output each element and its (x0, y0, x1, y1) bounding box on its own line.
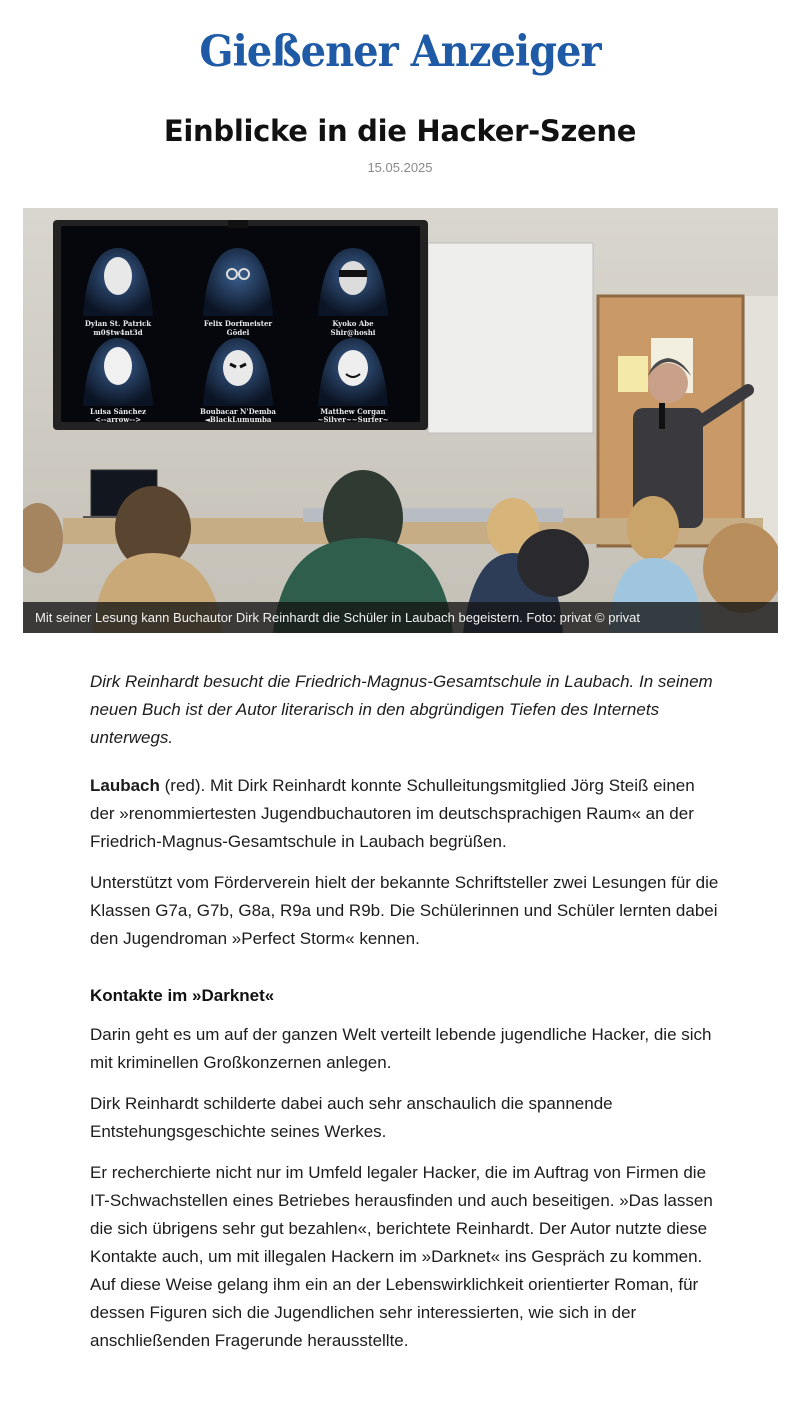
tv-name-3: Kyoko Abe (332, 319, 374, 328)
tv-name-1: Dylan St. Patrick (84, 319, 152, 328)
publish-date: 15.05.2025 (367, 160, 433, 175)
article-subheading: Kontakte im »Darknet« (90, 986, 275, 1005)
tv-name-4: Luisa Sánchez (89, 407, 147, 416)
article-teaser: Dirk Reinhardt besucht die Friedrich-Magnus-Gesamtschule in Laubach. In seinem neuen Buch ist der Autor literarisch in den abgründigen Tiefen des Internets unterwegs. (90, 672, 713, 747)
tv-handle-4: <--arrow--> (95, 415, 141, 424)
article-body (90, 668, 720, 1368)
tv-handle-1: m0$tw4nt3d (93, 328, 143, 337)
tv-handle-6: ~Silver~~Surfer~ (317, 415, 389, 424)
paragraph-3: Darin geht es um auf der ganzen Welt verteilt lebende jugendliche Hacker, die sich mit kriminellen Großkonzernen anlegen. (90, 1025, 712, 1072)
classroom-photo-illustration (23, 208, 778, 633)
paragraph-4: Dirk Reinhardt schilderte dabei auch sehr anschaulich die spannende Entstehungsgeschichte seines Werkes. (90, 1094, 613, 1141)
paragraph-1 (90, 772, 720, 856)
photo-caption: Mit seiner Lesung kann Buchautor Dirk Reinhardt die Schüler in Laubach begeistern. Foto: privat © privat (23, 602, 778, 633)
masthead (0, 28, 800, 75)
article-title: Einblicke in die Hacker-Szene (163, 114, 637, 148)
tv-name-6: Matthew Corgan (320, 407, 386, 416)
article-photo[interactable] (23, 208, 778, 633)
tv-name-5: Boubacar N'Demba (200, 407, 276, 416)
tv-handle-3: Shir@hoshi (330, 328, 376, 337)
paragraph-2: Unterstützt vom Förderverein hielt der bekannte Schriftsteller zwei Lesungen für die Klassen G7a, G7b, G8a, R9a und R9b. Die Schülerinnen und Schüler lernten dabei den Jugendroman »Perfect Storm« kennen. (90, 873, 719, 948)
paragraph-5: Er recherchierte nicht nur im Umfeld legaler Hacker, die im Auftrag von Firmen die IT-Schwachstellen eines Betriebes herausfinden und auch beseitigen. »Das lassen die sich übrigens sehr gut bezahlen«, berichtete Reinhardt. Der Autor nutzte diese Kontakte auch, um mit illegalen Hackern im »Darknet« ins Gespräch zu kommen. Auf diese Weise gelang ihm ein an der Lebenswirklichkeit orientierter Roman, für dessen Figuren sich die Jugendlichen sehr interessierten, wie sich in der anschließenden Fragerunde herausstellte. (90, 1163, 713, 1350)
tv-handle-5: ◄BlackLumumba (204, 415, 272, 424)
tv-name-2: Felix Dorfmeister (203, 319, 273, 328)
newspaper-logo[interactable]: Gießener Anzeiger (199, 26, 601, 77)
dateline-city: Laubach (90, 776, 160, 795)
paragraph-1-text: (red). Mit Dirk Reinhardt konnte Schulleitungsmitglied Jörg Steiß einen der »renommiertesten Jugendbuchautoren im deutschsprachigen Raum« an der Friedrich-Magnus-Gesamtschule in Laubach begrüßen. (90, 776, 695, 851)
tv-handle-2: Gödel (226, 328, 250, 337)
